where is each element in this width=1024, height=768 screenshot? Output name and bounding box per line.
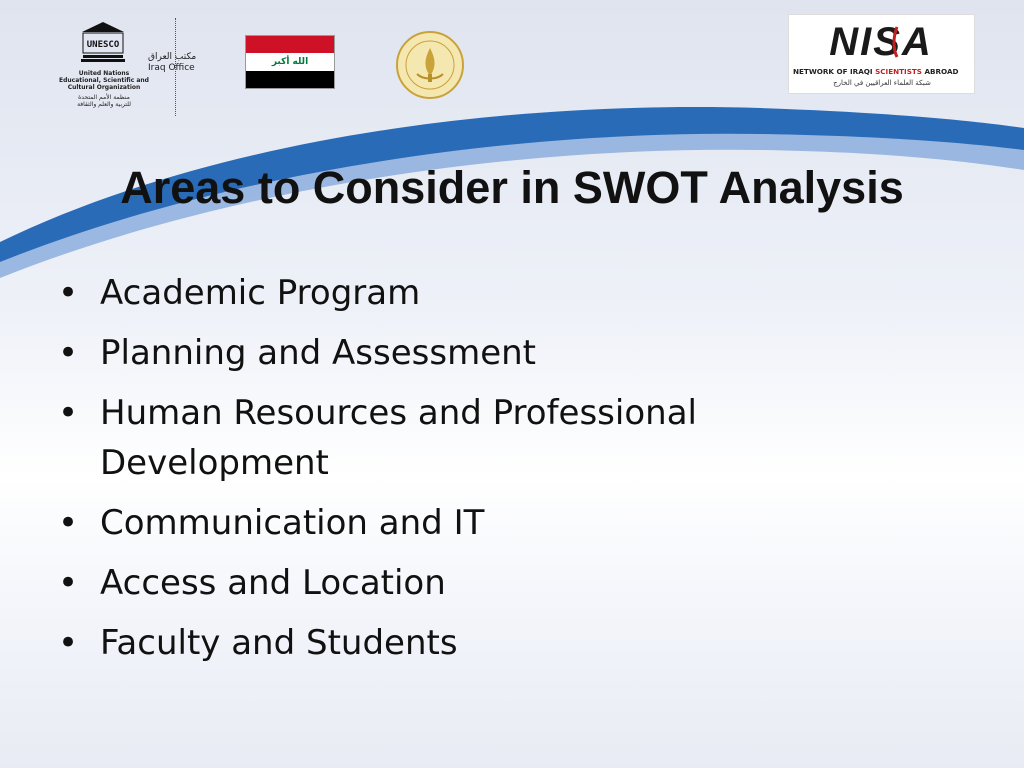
unesco-wordmark: UNESCO [86, 40, 120, 50]
bullet-list [58, 268, 818, 678]
bullet-item: • Access and Location [58, 558, 818, 608]
nisa-arabic-name: شبكة العلماء العراقيين في الخارج [833, 79, 931, 87]
bullet-item: • Human Resources and Professional Development [58, 388, 818, 488]
nisa-mark-icon [789, 17, 974, 67]
flag-takbir: الله أكبر [271, 56, 309, 67]
iraq-flag-icon [245, 35, 335, 89]
bullet-item: • Planning and Assessment [58, 328, 818, 378]
unesco-arabic-name: منظمة الأمم المتحدة للتربية والعلم والثقافة [77, 94, 131, 108]
iraq-office-english: Iraq Office [148, 63, 195, 73]
iraq-office-arabic: مكتب العراق [148, 52, 197, 62]
unesco-temple-icon [80, 20, 126, 64]
nisa-full-name: NETWORK OF IRAQI SCIENTISTS ABROAD [793, 67, 959, 76]
iraq-office-label [148, 52, 208, 74]
bullet-item: • Academic Program [58, 268, 818, 318]
unesco-org-name: United Nations Educational, Scientific and Cultural Organization [59, 70, 149, 91]
slide-title: Areas to Consider in SWOT Analysis [120, 162, 904, 213]
nisa-mark-text: NISA [829, 20, 933, 64]
bullet-item: • Communication and IT [58, 498, 818, 548]
office-seal-icon [395, 30, 465, 100]
bullet-item: • Faculty and Students [58, 618, 818, 668]
nisa-logo [788, 14, 975, 94]
